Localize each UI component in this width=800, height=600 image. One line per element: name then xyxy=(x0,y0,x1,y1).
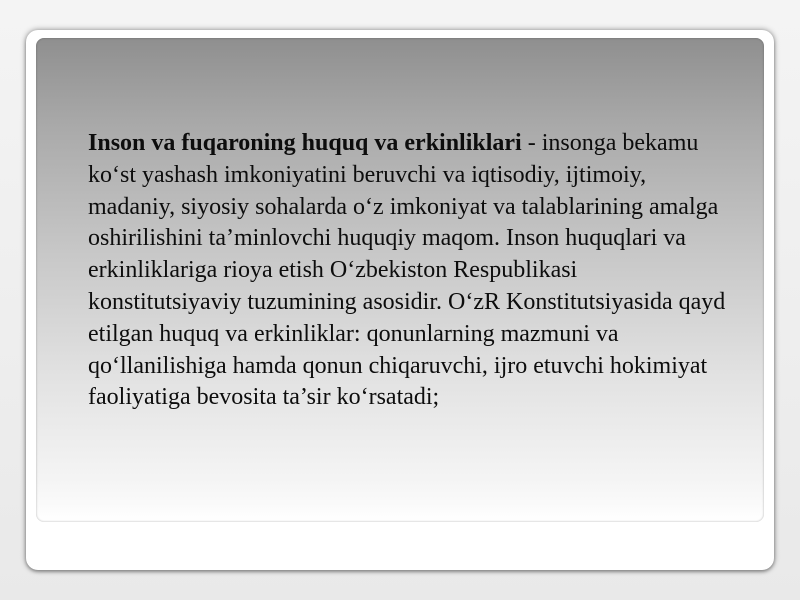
slide-definition: - insonga bekamu ko‘st yashash imkoniyatini beruvchi va iqtisodiy, ijtimoiy, madaniy, siyosiy sohalarda o‘z imkoniyat va talablarining amalga oshirilishini ta’minlovchi huquqiy maqom. Inson huquqlari va erkinliklariga rioya etish O‘zbekiston Respublikasi konstitutsiyaviy tuzumining asosidir. O‘zR Konstitutsiyasida qayd etilgan huquq va erkinliklar: qonunlarning mazmuni va qo‘llanilishiga hamda qonun chiqaruvchi, ijro etuvchi hokimiyat faoliyatiga bevosita ta’sir ko‘rsatadi; xyxy=(88,130,726,411)
slide-body-text xyxy=(88,128,728,414)
slide-term: Inson va fuqaroning huquq va erkinliklari xyxy=(88,130,522,156)
